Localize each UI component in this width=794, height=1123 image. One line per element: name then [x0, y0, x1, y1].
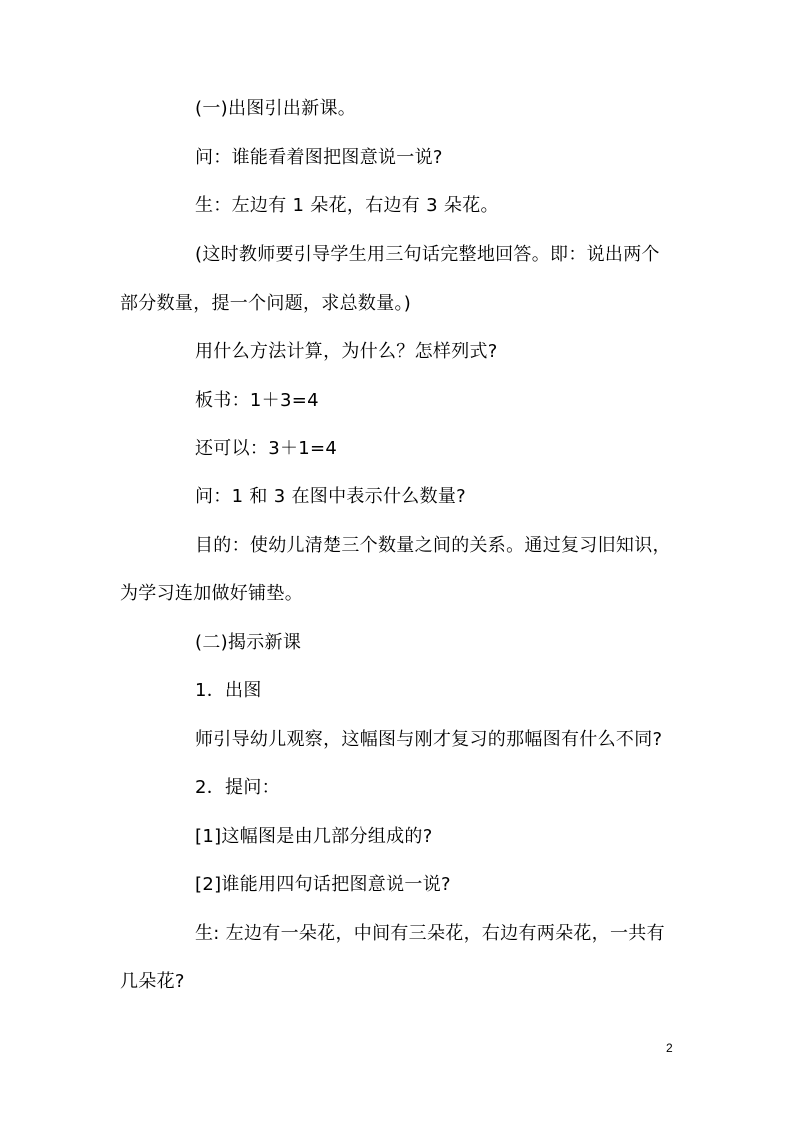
page-number: 2: [666, 1041, 673, 1055]
paragraph-line: [1]这幅图是由几部分组成的?: [195, 826, 433, 847]
paragraph-line: 几朵花?: [120, 971, 185, 992]
paragraph-line: 师引导幼儿观察，这幅图与刚才复习的那幅图有什么不同?: [195, 729, 663, 750]
paragraph-line: 板书：1＋3=4: [195, 390, 319, 411]
paragraph-line: 生: 左边有一朵花，中间有三朵花，右边有两朵花，一共有: [195, 923, 665, 944]
paragraph-line: 还可以：3＋1=4: [195, 438, 338, 459]
paragraph-line: 生：左边有 1 朵花，右边有 3 朵花。: [195, 195, 499, 216]
paragraph-line: 2．提问：: [195, 777, 280, 798]
paragraph-line: 用什么方法计算，为什么？怎样列式?: [195, 341, 498, 362]
paragraph-line: 目的：使幼儿清楚三个数量之间的关系。通过复习旧知识，: [195, 535, 671, 556]
paragraph-line: 部分数量，提一个问题，求总数量。): [120, 293, 412, 314]
paragraph-line: [2]谁能用四句话把图意说一说?: [195, 874, 451, 895]
paragraph-line: 问：谁能看着图把图意说一说?: [195, 147, 443, 168]
section-heading-one: (一)出图引出新课。: [195, 98, 357, 119]
paragraph-line: (这时教师要引导学生用三句话完整地回答。即：说出两个: [195, 244, 660, 265]
paragraph-line: 1．出图: [195, 680, 262, 701]
paragraph-line: 问：1 和 3 在图中表示什么数量?: [195, 486, 467, 507]
paragraph-line: 为学习连加做好铺垫。: [120, 583, 303, 604]
section-heading-two: (二)揭示新课: [195, 632, 302, 653]
